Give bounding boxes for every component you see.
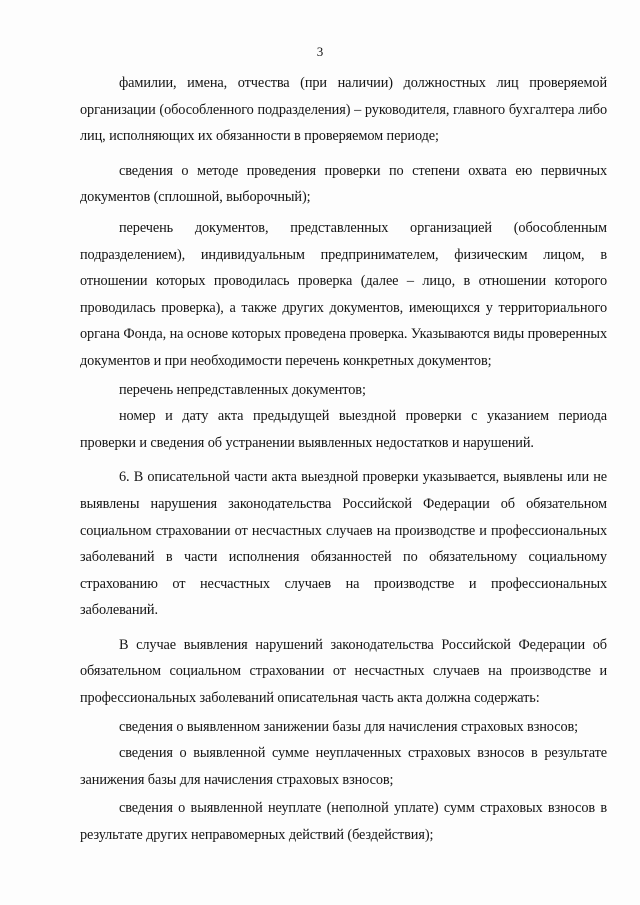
- paragraph-unpaid-amount: сведения о выявленной сумме неуплаченных страховых взносов в результате занижения базы для начисления страховых взносов;: [80, 745, 607, 788]
- paragraph-item-6: 6. В описательной части акта выездной проверки указывается, выявлены или не выявлены нарушения законодательства Российской Федерации об обязательном социальном страховании от несчастных случаев на производстве и профессиональных заболеваний в части исполнения обязанностей по обязательному социальному страхованию от несчастных случаев на производстве и профессиональных заболеваний.: [80, 469, 607, 619]
- page-number: 3: [316, 44, 324, 59]
- paragraph-missing-documents: перечень непредставленных документов;: [119, 381, 366, 398]
- paragraph-documents-list: перечень документов, представленных организацией (обособленным подразделением), индивидуальным предпринимателем, физическим лицом, в отношении которых проводилась проверка (далее – лицо, в отношении которого проводилась проверка), а также других документов, имеющихся у территориального органа Фонда, на основе которых проведена проверка. Указываются виды проверенных документов и при необходимости перечень конкретных документов;: [80, 219, 607, 369]
- paragraph-inspection-method: сведения о методе проведения проверки по степени охвата ею первичных документов (сплошной, выборочный);: [80, 162, 607, 206]
- paragraph-official-names: фамилии, имена, отчества (при наличии) должностных лиц проверяемой организации (обособленного подразделения) – руководителя, главного бухгалтера либо лиц, исполняющих их обязанности в проверяемом периоде;: [80, 75, 607, 145]
- paragraph-previous-act: номер и дату акта предыдущей выездной проверки с указанием периода проверки и сведения об устранении выявленных недостатков и нарушений.: [80, 408, 607, 451]
- paragraph-nonpayment: сведения о выявленной неуплате (неполной уплате) сумм страховых взносов в результате других неправомерных действий (бездействия);: [80, 800, 607, 844]
- document-body: [80, 70, 607, 849]
- paragraph-base-understatement: сведения о выявленном занижении базы для начисления страховых взносов;: [119, 718, 579, 735]
- paragraph-violations-intro: В случае выявления нарушений законодательства Российской Федерации об обязательном социальном страховании от несчастных случаев на производстве и профессиональных заболеваний описательная часть акта должна содержать:: [80, 636, 607, 707]
